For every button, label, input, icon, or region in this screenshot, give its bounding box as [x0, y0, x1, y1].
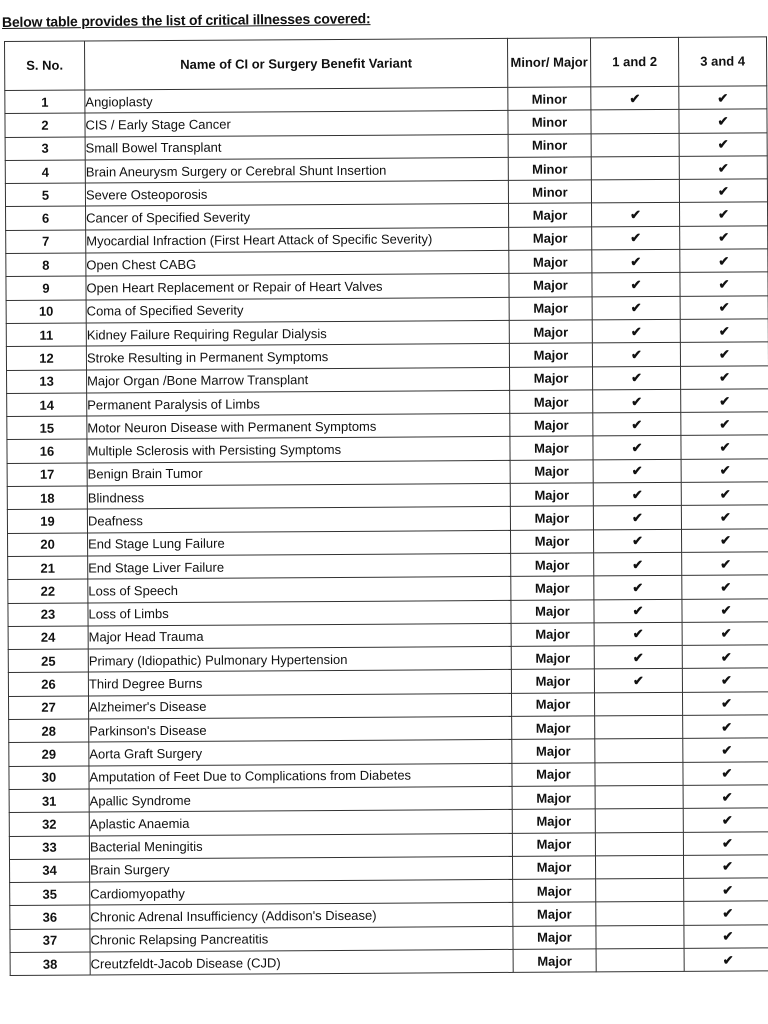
header-name: Name of CI or Surgery Benefit Variant — [85, 38, 508, 90]
minor-major-value: Major — [511, 646, 594, 670]
minor-major-value: Major — [509, 227, 592, 251]
minor-major-value: Major — [510, 390, 593, 414]
checkmark-icon: ✔ — [593, 482, 681, 506]
row-number: 27 — [9, 696, 89, 720]
checkmark-icon: ✔ — [594, 645, 682, 669]
checkmark-icon: ✔ — [593, 529, 681, 553]
row-number: 15 — [7, 416, 87, 440]
checkmark-icon: ✔ — [681, 389, 768, 413]
empty-cell — [591, 110, 679, 134]
checkmark-icon: ✔ — [593, 436, 681, 460]
minor-major-value: Major — [511, 599, 594, 623]
row-number: 6 — [6, 206, 86, 230]
illness-name: End Stage Lung Failure — [88, 530, 511, 556]
checkmark-icon: ✔ — [682, 598, 768, 622]
checkmark-icon: ✔ — [682, 552, 768, 576]
checkmark-icon: ✔ — [592, 296, 680, 320]
illness-name: Kidney Failure Requiring Regular Dialysis — [86, 320, 509, 346]
illness-name: Brain Surgery — [89, 856, 512, 882]
empty-cell — [595, 832, 683, 856]
illness-name: Multiple Sclerosis with Persisting Symptoms — [87, 437, 510, 463]
illness-name: Primary (Idiopathic) Pulmonary Hypertension — [88, 647, 511, 673]
checkmark-icon: ✔ — [683, 831, 768, 855]
row-number: 13 — [7, 370, 87, 394]
row-number: 24 — [8, 626, 88, 650]
checkmark-icon: ✔ — [594, 552, 682, 576]
row-number: 10 — [6, 300, 86, 324]
row-number: 28 — [9, 719, 89, 743]
header-minor-major: Minor/ Major — [507, 38, 590, 88]
checkmark-icon: ✔ — [593, 506, 681, 530]
illness-name: Parkinson's Disease — [89, 716, 512, 742]
minor-major-value: Major — [510, 460, 593, 484]
checkmark-icon: ✔ — [594, 622, 682, 646]
illness-name: Major Head Trauma — [88, 623, 511, 649]
row-number: 11 — [6, 323, 86, 347]
illness-name: CIS / Early Stage Cancer — [85, 111, 508, 137]
empty-cell — [596, 902, 684, 926]
illness-name: Myocardial Infraction (First Heart Attack of Specific Severity) — [86, 227, 509, 253]
checkmark-icon: ✔ — [683, 715, 768, 739]
minor-major-value: Minor — [508, 157, 591, 181]
illness-name: Brain Aneurysm Surgery or Cerebral Shunt Insertion — [85, 157, 508, 183]
checkmark-icon: ✔ — [594, 669, 682, 693]
minor-major-value: Major — [510, 483, 593, 507]
illness-name: Third Degree Burns — [88, 670, 511, 696]
checkmark-icon: ✔ — [682, 692, 768, 716]
checkmark-icon: ✔ — [593, 389, 681, 413]
checkmark-icon: ✔ — [592, 273, 680, 297]
minor-major-value: Major — [511, 693, 594, 717]
row-number: 23 — [8, 603, 88, 627]
minor-major-value: Major — [510, 413, 593, 437]
minor-major-value: Major — [511, 576, 594, 600]
checkmark-icon: ✔ — [680, 342, 768, 366]
empty-cell — [595, 809, 683, 833]
checkmark-icon: ✔ — [593, 459, 681, 483]
table-header-row — [5, 37, 767, 91]
checkmark-icon: ✔ — [681, 412, 768, 436]
minor-major-value: Major — [511, 553, 594, 577]
checkmark-icon: ✔ — [592, 249, 680, 273]
empty-cell — [596, 925, 684, 949]
minor-major-value: Major — [509, 343, 592, 367]
illness-name: Loss of Limbs — [88, 600, 511, 626]
illness-name: Benign Brain Tumor — [87, 460, 510, 486]
minor-major-value: Major — [511, 623, 594, 647]
checkmark-icon: ✔ — [683, 808, 768, 832]
checkmark-icon: ✔ — [682, 622, 768, 646]
row-number: 9 — [6, 276, 86, 300]
table-row — [10, 948, 768, 976]
row-number: 2 — [5, 113, 85, 137]
row-number: 32 — [9, 812, 89, 836]
minor-major-value: Major — [512, 809, 595, 833]
illness-name: Stroke Resulting in Permanent Symptoms — [86, 344, 509, 370]
checkmark-icon: ✔ — [592, 343, 680, 367]
illness-name: Blindness — [87, 483, 510, 509]
row-number: 1 — [5, 90, 85, 114]
checkmark-icon: ✔ — [681, 435, 768, 459]
illness-name: Aplastic Anaemia — [89, 810, 512, 836]
checkmark-icon: ✔ — [594, 599, 682, 623]
row-number: 7 — [6, 230, 86, 254]
row-number: 36 — [10, 905, 90, 929]
checkmark-icon: ✔ — [679, 179, 767, 203]
empty-cell — [595, 855, 683, 879]
minor-major-value: Major — [513, 902, 596, 926]
illness-name: Angioplasty — [85, 87, 508, 113]
empty-cell — [591, 133, 679, 157]
illness-name: Cardiomyopathy — [90, 880, 513, 906]
row-number: 12 — [6, 346, 86, 370]
minor-major-value: Major — [512, 832, 595, 856]
illness-name: Motor Neuron Disease with Permanent Symptoms — [87, 414, 510, 440]
row-number: 29 — [9, 742, 89, 766]
checkmark-icon: ✔ — [683, 738, 768, 762]
minor-major-value: Major — [510, 530, 593, 554]
checkmark-icon: ✔ — [682, 645, 768, 669]
checkmark-icon: ✔ — [681, 505, 768, 529]
empty-cell — [591, 156, 679, 180]
row-number: 33 — [9, 835, 89, 859]
row-number: 8 — [6, 253, 86, 277]
empty-cell — [591, 180, 679, 204]
row-number: 30 — [9, 766, 89, 790]
checkmark-icon: ✔ — [592, 203, 680, 227]
row-number: 25 — [8, 649, 88, 673]
minor-major-value: Minor — [508, 110, 591, 134]
checkmark-icon: ✔ — [680, 319, 768, 343]
minor-major-value: Minor — [508, 87, 591, 111]
minor-major-value: Major — [509, 297, 592, 321]
empty-cell — [596, 878, 684, 902]
empty-cell — [595, 715, 683, 739]
minor-major-value: Major — [513, 926, 596, 950]
checkmark-icon: ✔ — [592, 319, 680, 343]
checkmark-icon: ✔ — [680, 296, 768, 320]
illness-name: Deafness — [87, 507, 510, 533]
row-number: 14 — [7, 393, 87, 417]
illness-name: Open Heart Replacement or Repair of Heart Valves — [86, 274, 509, 300]
checkmark-icon: ✔ — [682, 668, 768, 692]
minor-major-value: Major — [510, 506, 593, 530]
row-number: 35 — [10, 882, 90, 906]
checkmark-icon: ✔ — [593, 413, 681, 437]
header-sno: S. No. — [5, 41, 85, 90]
minor-major-value: Major — [512, 786, 595, 810]
illness-name: Cancer of Specified Severity — [86, 204, 509, 230]
checkmark-icon: ✔ — [592, 366, 680, 390]
illness-name: Amputation of Feet Due to Complications from Diabetes — [89, 763, 512, 789]
minor-major-value: Major — [510, 436, 593, 460]
row-number: 18 — [7, 486, 87, 510]
table-body — [5, 86, 768, 976]
illness-name: Loss of Speech — [88, 577, 511, 603]
illness-name: Major Organ /Bone Marrow Transplant — [87, 367, 510, 393]
checkmark-icon: ✔ — [679, 132, 767, 156]
minor-major-value: Major — [509, 320, 592, 344]
minor-major-value: Major — [513, 879, 596, 903]
checkmark-icon: ✔ — [679, 86, 767, 110]
illness-name: Alzheimer's Disease — [89, 693, 512, 719]
checkmark-icon: ✔ — [680, 272, 768, 296]
minor-major-value: Major — [509, 273, 592, 297]
minor-major-value: Major — [510, 366, 593, 390]
minor-major-value: Major — [509, 203, 592, 227]
illness-name: Chronic Relapsing Pancreatitis — [90, 926, 513, 952]
empty-cell — [596, 948, 684, 972]
illness-name: Severe Osteoporosis — [85, 181, 508, 207]
minor-major-value: Major — [511, 669, 594, 693]
table-caption: Below table provides the list of critical illnesses covered: — [1, 10, 371, 30]
minor-major-value: Minor — [508, 180, 591, 204]
checkmark-icon: ✔ — [592, 226, 680, 250]
row-number: 16 — [7, 439, 87, 463]
illness-name: End Stage Liver Failure — [88, 553, 511, 579]
checkmark-icon: ✔ — [679, 109, 767, 133]
row-number: 5 — [5, 183, 85, 207]
checkmark-icon: ✔ — [679, 156, 767, 180]
empty-cell — [594, 692, 682, 716]
empty-cell — [595, 739, 683, 763]
checkmark-icon: ✔ — [683, 855, 768, 879]
minor-major-value: Major — [512, 716, 595, 740]
checkmark-icon: ✔ — [683, 761, 768, 785]
illness-name: Chronic Adrenal Insufficiency (Addison's Disease) — [90, 903, 513, 929]
checkmark-icon: ✔ — [591, 86, 679, 110]
row-number: 21 — [8, 556, 88, 580]
row-number: 19 — [7, 509, 87, 533]
checkmark-icon: ✔ — [684, 948, 768, 972]
row-number: 26 — [8, 672, 88, 696]
header-variant-3-4: 3 and 4 — [678, 37, 766, 87]
empty-cell — [595, 762, 683, 786]
minor-major-value: Major — [512, 856, 595, 880]
minor-major-value: Major — [509, 250, 592, 274]
checkmark-icon: ✔ — [680, 249, 768, 273]
checkmark-icon: ✔ — [684, 901, 768, 925]
minor-major-value: Major — [513, 949, 596, 973]
illness-name: Creutzfeldt-Jacob Disease (CJD) — [90, 949, 513, 975]
illness-name: Permanent Paralysis of Limbs — [87, 390, 510, 416]
checkmark-icon: ✔ — [681, 459, 768, 483]
row-number: 20 — [8, 533, 88, 557]
illness-name: Small Bowel Transplant — [85, 134, 508, 160]
row-number: 3 — [5, 137, 85, 161]
checkmark-icon: ✔ — [680, 226, 768, 250]
row-number: 37 — [10, 929, 90, 953]
checkmark-icon: ✔ — [594, 576, 682, 600]
illness-name: Apallic Syndrome — [89, 786, 512, 812]
minor-major-value: Minor — [508, 134, 591, 158]
minor-major-value: Major — [512, 739, 595, 763]
row-number: 17 — [7, 463, 87, 487]
checkmark-icon: ✔ — [682, 575, 768, 599]
empty-cell — [595, 785, 683, 809]
critical-illness-table — [4, 36, 768, 976]
checkmark-icon: ✔ — [680, 365, 768, 389]
checkmark-icon: ✔ — [683, 785, 768, 809]
illness-name: Bacterial Meningitis — [89, 833, 512, 859]
row-number: 4 — [5, 160, 85, 184]
row-number: 34 — [9, 859, 89, 883]
row-number: 22 — [8, 579, 88, 603]
illness-name: Open Chest CABG — [86, 250, 509, 276]
illness-name: Aorta Graft Surgery — [89, 740, 512, 766]
checkmark-icon: ✔ — [680, 202, 768, 226]
header-variant-1-2: 1 and 2 — [590, 37, 678, 87]
row-number: 38 — [10, 952, 90, 976]
checkmark-icon: ✔ — [681, 528, 768, 552]
minor-major-value: Major — [512, 763, 595, 787]
checkmark-icon: ✔ — [684, 878, 768, 902]
checkmark-icon: ✔ — [681, 482, 768, 506]
illness-name: Coma of Specified Severity — [86, 297, 509, 323]
checkmark-icon: ✔ — [684, 925, 768, 949]
row-number: 31 — [9, 789, 89, 813]
